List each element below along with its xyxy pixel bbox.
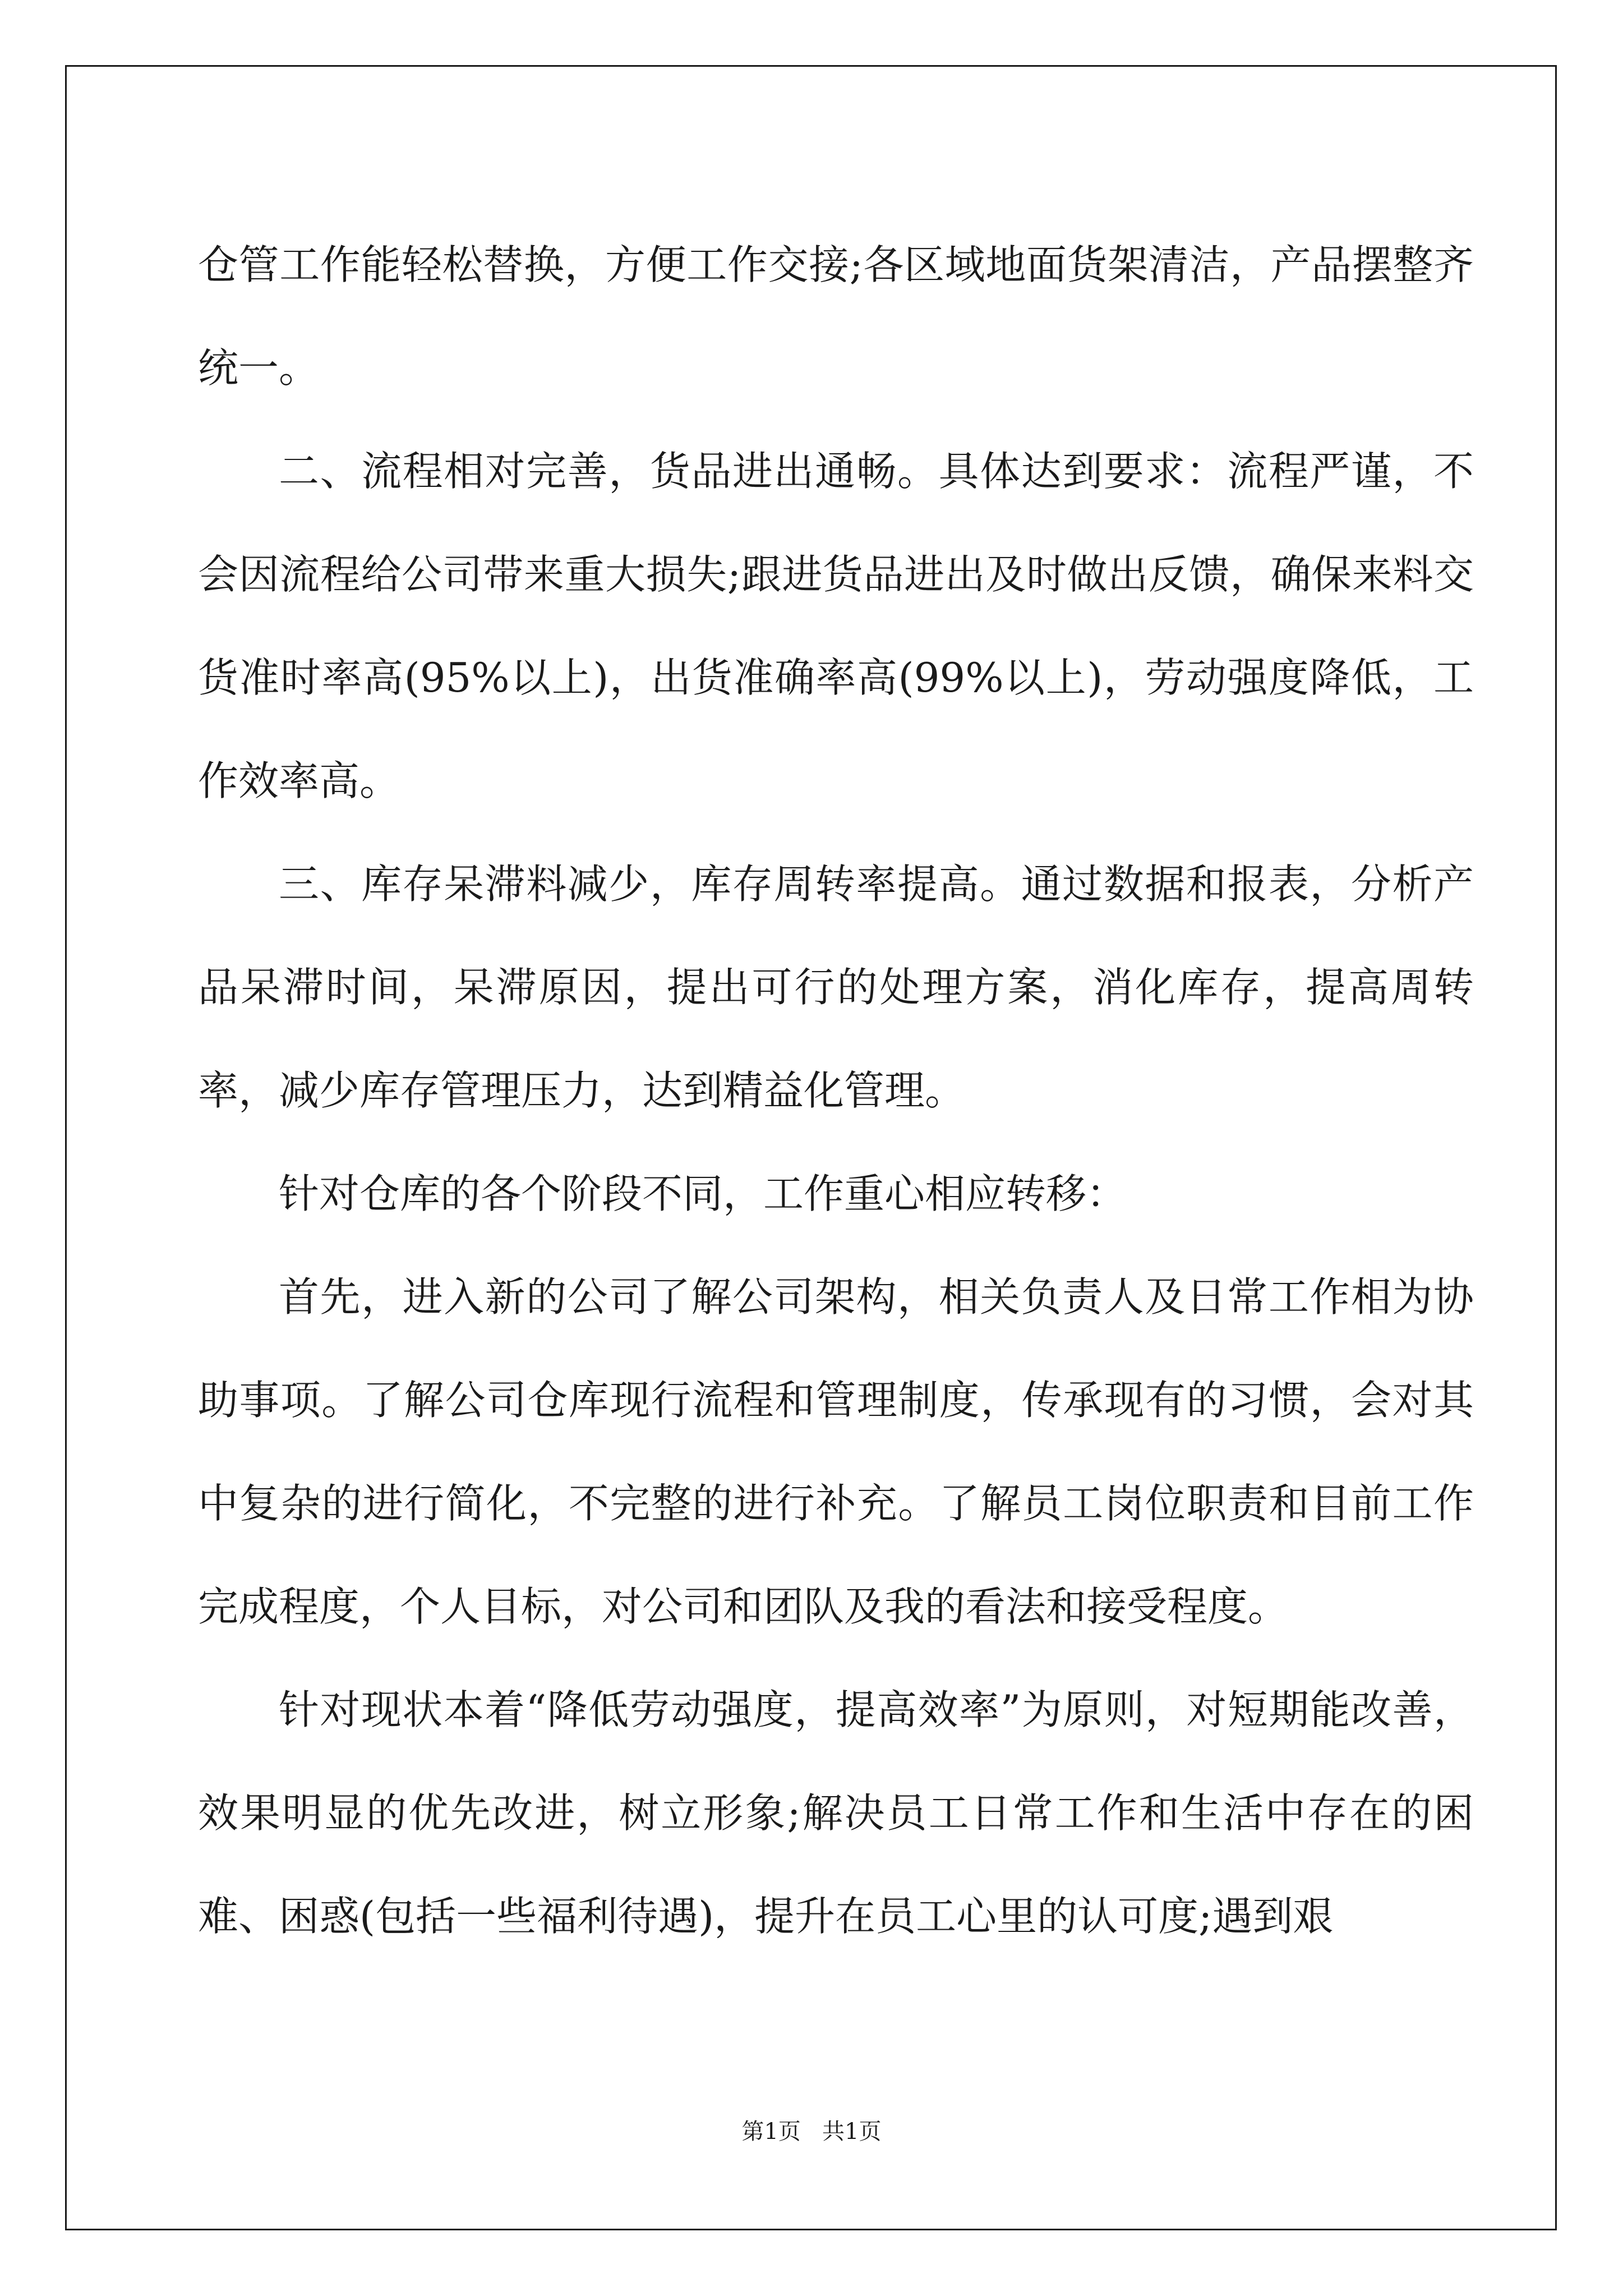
page-number-footer: 第1页 共1页 bbox=[741, 2119, 882, 2145]
paragraph-4: 针对仓库的各个阶段不同，工作重心相应转移： bbox=[279, 1170, 1127, 1217]
paragraph-1: 仓管工作能轻松替换，方便工作交接;各区域地面货架清洁，产品摆整齐统一。 bbox=[198, 241, 1474, 392]
document-body bbox=[198, 213, 1474, 1968]
paragraph-6: 针对现状本着“降低劳动强度，提高效率”为原则，对短期能改善，效果明显的优先改进，树立形象;解决员工日常工作和生活中存在的困难、困惑(包括一些福利待遇)，提升在员工心里的认可度;遇到艰 bbox=[198, 1686, 1474, 1940]
paragraph-2: 二、流程相对完善，货品进出通畅。具体达到要求：流程严谨，不会因流程给公司带来重大损失;跟进货品进出及时做出反馈，确保来料交货准时率高(95%以上)，出货准确率高(99%以上)，劳动强度降低，工作效率高。 bbox=[198, 448, 1474, 804]
paragraph-3: 三、库存呆滞料减少，库存周转率提高。通过数据和报表，分析产品呆滞时间，呆滞原因，提出可行的处理方案，消化库存，提高周转率，减少库存管理压力，达到精益化管理。 bbox=[198, 861, 1474, 1114]
paragraph-5: 首先，进入新的公司了解公司架构，相关负责人及日常工作相为协助事项。了解公司仓库现行流程和管理制度，传承现有的习惯，会对其中复杂的进行简化，不完整的进行补充。了解员工岗位职责和目前工作完成程度，个人目标，对公司和团队及我的看法和接受程度。 bbox=[198, 1273, 1474, 1630]
